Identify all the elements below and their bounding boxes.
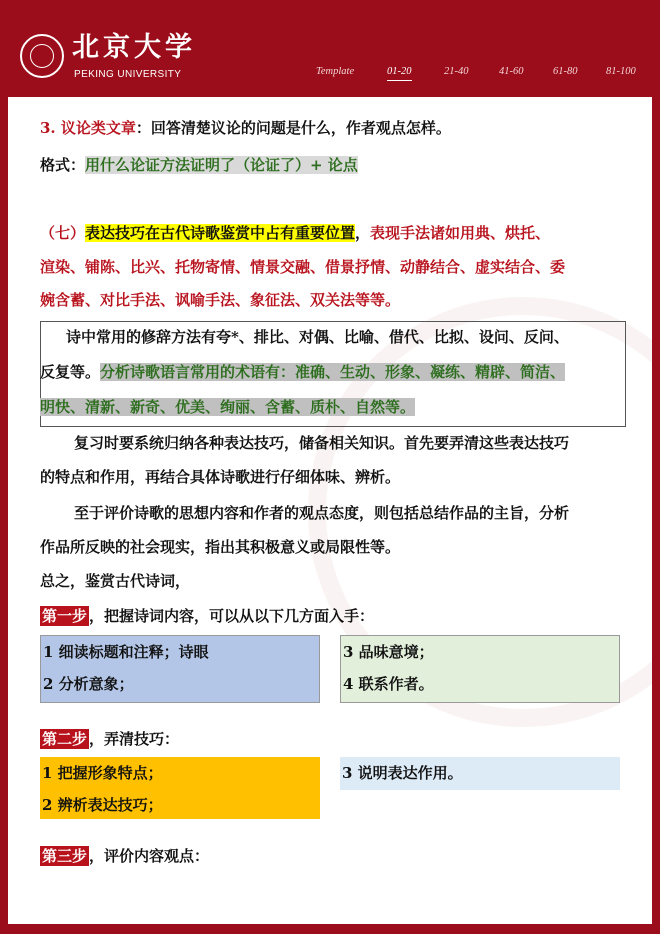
section-7-line-1 [40, 222, 550, 244]
step-2-left-cell [40, 757, 320, 819]
step-3-line [40, 845, 209, 867]
step-1-item-1: 1 细读标题和注释；诗眼 [43, 643, 209, 661]
format-line [40, 154, 358, 176]
step-1-item-3: 3 品味意境； [343, 643, 434, 661]
rhetoric-line-2 [40, 361, 565, 383]
rhetoric-line-1: 诗中常用的修辞方法有夸*、排比、对偶、比喻、借代、比拟、设问、反问、 [66, 328, 569, 346]
evaluate-para-line-2: 作品所反映的社会现实，指出其积极意义或局限性等。 [40, 538, 401, 556]
logo-chinese: 北京大学 [72, 32, 196, 63]
rhetoric-line-3 [40, 396, 415, 418]
nav-01-20[interactable]: 01-20 [387, 66, 412, 81]
step-1-left-cell [40, 635, 320, 703]
step-2-item-1: 1 把握形象特点； [42, 764, 163, 782]
step-1-line [40, 605, 374, 627]
review-para-line-2: 的特点和作用，再结合具体诗歌进行仔细体味、辨析。 [40, 468, 401, 486]
terms-highlight-2: 明快、清新、新奇、优美、绚丽、含蓄、质朴、自然等。 [40, 398, 416, 416]
section-7-line-3: 婉含蓄、对比手法、讽喻手法、象征法、双关法等等。 [40, 291, 401, 309]
section-7-line-2: 渲染、铺陈、比兴、托物寄情、情景交融、借景抒情、动静结合、虚实结合、委 [40, 258, 566, 276]
section-3-line [40, 117, 451, 139]
terms-highlight-1: 分析诗歌语言常用的术语有：准确、生动、形象、凝练、精辟、简洁、 [100, 363, 566, 381]
section-7-prefix: （七） [40, 224, 86, 242]
nav-81-100[interactable]: 81-100 [606, 66, 636, 77]
step-2-line [40, 728, 179, 750]
footer-bar [8, 924, 652, 934]
step-2-item-2: 2 辨析表达技巧； [42, 796, 163, 814]
step-1-text: ，把握诗词内容，可以从以下几方面入手： [89, 607, 375, 625]
step-1-right-cell [340, 635, 620, 703]
nav-21-40[interactable]: 21-40 [444, 66, 469, 77]
document-body [8, 97, 652, 924]
review-para-line-1: 复习时要系统归纳各种表达技巧，储备相关知识。首先要弄清这些表达技巧 [74, 434, 570, 452]
format-text: 用什么论证方法证明了（论证了）+ 论点 [85, 156, 358, 174]
rhetoric-plain: 反复等。 [40, 363, 101, 381]
step-1-label: 第一步 [42, 607, 88, 625]
section-3-number: 3. [40, 119, 56, 137]
summary-line: 总之，鉴赏古代诗词， [40, 572, 191, 590]
step-3-text: ，评价内容观点： [89, 847, 210, 865]
nav-template[interactable]: Template [316, 66, 355, 77]
university-seal-icon [20, 34, 64, 78]
step-3-label: 第三步 [42, 847, 88, 865]
step-2-right-cell [340, 757, 620, 790]
section-3-title: 议论类文章 [60, 119, 136, 137]
step-2-item-3: 3 说明表达作用。 [342, 764, 463, 782]
step-1-item-4: 4 联系作者。 [343, 675, 434, 693]
format-label: 格式： [40, 156, 86, 174]
section-7-highlight: 表达技巧在古代诗歌鉴赏中占有重要位置 [85, 224, 356, 242]
section-3-text: ：回答清楚议论的问题是什么，作者观点怎样。 [135, 119, 451, 137]
nav-61-80[interactable]: 61-80 [553, 66, 578, 77]
step-2-label: 第二步 [42, 730, 88, 748]
section-7-techniques-1: 表现手法诸如用典、烘托、 [370, 224, 551, 242]
header-bar [0, 0, 660, 97]
step-2-text: ，弄清技巧： [89, 730, 180, 748]
nav-41-60[interactable]: 41-60 [499, 66, 524, 77]
step-1-item-2: 2 分析意象； [43, 675, 134, 693]
logo-english: PEKING UNIVERSITY [74, 69, 182, 80]
section-7-comma: ， [355, 224, 371, 242]
evaluate-para-line-1: 至于评价诗歌的思想内容和作者的观点态度，则包括总结作品的主旨，分析 [74, 504, 570, 522]
